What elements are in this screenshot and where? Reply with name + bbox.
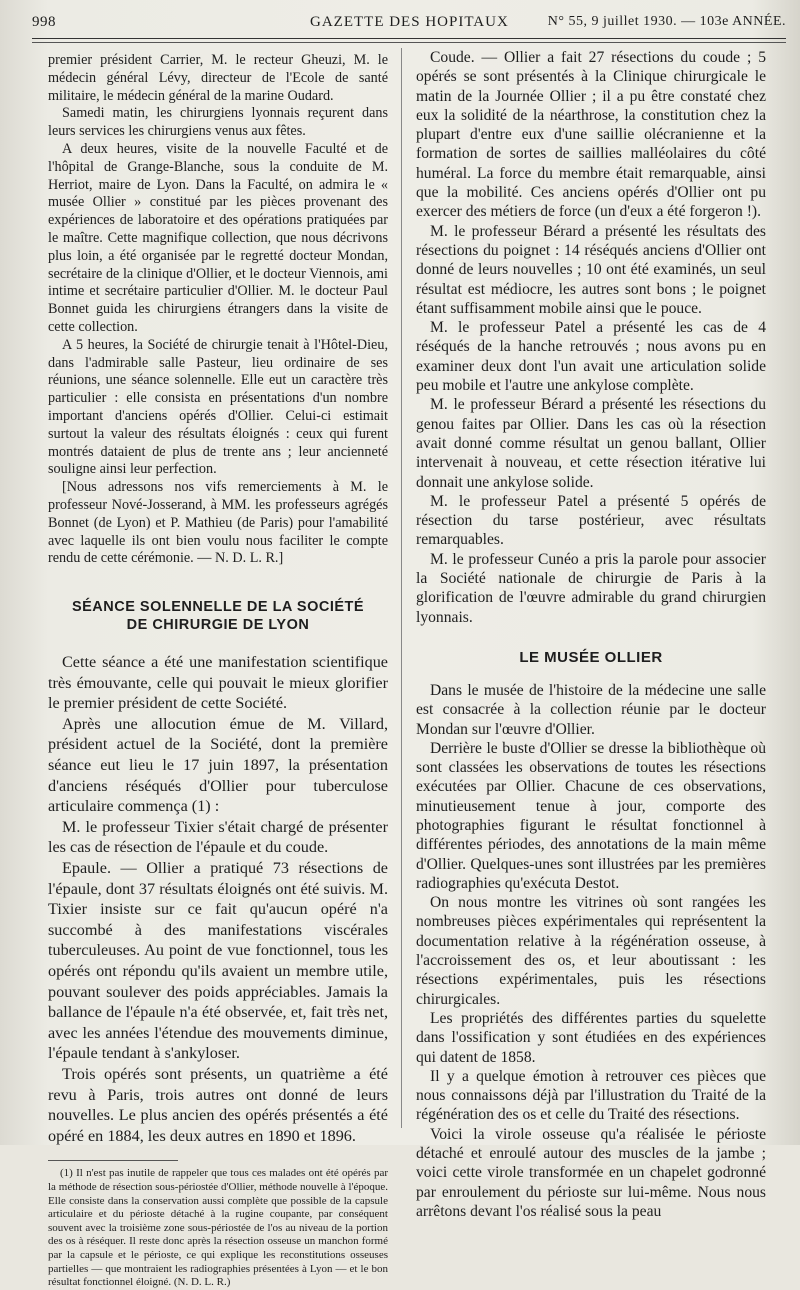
paragraph: M. le professeur Patel a présenté les cas de 4 réséqués de la hanche retrouvés ; nous avons pu en examiner deux dont l'un avait une articulation solide peu mobile et l'autre une ankylose complète. [416, 319, 766, 395]
paragraph: premier président Carrier, M. le recteur Gheuzi, M. le médecin général Lévy, directeur de l'Ecole de santé militaire, le médecin général de la marine Oudard. [48, 52, 388, 104]
footnote: (1) Il n'est pas inutile de rappeler que tous ces malades ont été opérés par la méthode de résection sous-périostée d'Ollier, méthode nouvelle à l'époque. Elle consiste dans la conservation aussi complète que possible de la capsule articulaire et du périoste détaché à la rugine coupante, par conséquent souvent avec la troisième zone sous-périostée de l'os au niveau de la portion des os à réséquer. Il reste donc après la résection osseuse un manchon formé par la capsule et le périoste, ce qui explique les reconstitutions osseuses partielles — que montraient les radiographies présentées à Lyon — et le bon résultat fonctionnel éloigné. (N. D. L. R.) [48, 1167, 388, 1289]
paragraph: Cette séance a été une manifestation scientifique très émouvante, celle qui pouvait le mieux glorifier le premier président de cette Société. [48, 653, 388, 713]
paragraph: Les propriétés des différentes parties du squelette dans l'ossification y sont étudiées en des expériences qui datent de 1858. [416, 1009, 766, 1066]
column-divider [401, 48, 402, 1128]
editor-note: [Nous adressons nos vifs remerciements à M. le professeur Nové-Josserand, à MM. les professeurs agrégés Bonnet (de Lyon) et P. Mathieu (de Paris) pour l'amabilité avec laquelle ils ont bien voulu nous faciliter le compte rendu de cette cérémonie. — N. D. L. R.] [48, 479, 388, 567]
header-rule-thin [32, 42, 786, 43]
paragraph: Coude. — Ollier a fait 27 résections du coude ; 5 opérés se sont présentés à la Clinique chirurgicale le matin de la Journée Ollier ; il a pu être constaté chez eux la solidité de la néarthrose, la constitution chez la plupart d'entre eux d'une saillie olécranienne et la formation de sortes de saillies malléolaires du côté huméral. La force du membre était remarquable, ainsi que la mobilité. Ces anciens opérés d'Ollier ont pu exercer des métiers de force (un d'eux a été forgeron !). [416, 49, 766, 221]
section-heading-musee: LE MUSÉE OLLIER [519, 648, 663, 666]
page-number: 998 [32, 14, 56, 30]
paragraph: Il y a quelque émotion à retrouver ces pièces que nous connaissons déjà par l'illustration du Traité de la régénération des os et celle du Traité des résections. [416, 1067, 766, 1124]
paragraph: Voici la virole osseuse qu'a réalisée le périoste détaché et enroulé autour des muscles de la jambe ; voici cette virole transformée en un chapelet godronné par enroulement du périoste sur lui-même. Nous nous arrêtons devant l'os réalisé sous la peau [416, 1125, 766, 1220]
right-column [416, 48, 766, 1221]
paragraph: M. le professeur Bérard a présenté les résections du genou faites par Ollier. Dans les cas où la résection avait donné comme résultat un genou ballant, Ollier intervenait à nouveau, et cette résection itérative lui donnait une ankylose solide. [416, 396, 766, 491]
section-heading: SÉANCE SOLENNELLE DE LA SOCIÉTÉ [71, 599, 365, 616]
paragraph: Trois opérés sont présents, un quatrième a été revu à Paris, trois autres ont donné de leurs nouvelles. Le plus ancien des opérés présentés a été opéré en 1884, les deux autres en 1890 et 1896. [48, 1064, 388, 1145]
paragraph: M. le professeur Patel a présenté 5 opérés de résection du tarse postérieur, avec résultats remarquables. [416, 492, 766, 549]
footnote-rule [48, 1160, 178, 1161]
paragraph: Samedi matin, les chirurgiens lyonnais reçurent dans leurs services les chirurgiens venus aux fêtes. [48, 105, 388, 140]
section-heading-line2: DE CHIRURGIE DE LYON [126, 617, 310, 634]
paragraph: On nous montre les vitrines où sont rangées les nombreuses pièces expérimentales qui représentent la documentation relative à la régénération osseuse, à l'accroissement des os, et leur aboutissant : les résections expérimentales, puis les résections chirurgicales. [416, 894, 766, 1008]
journal-title: GAZETTE DES HOPITAUX [310, 14, 509, 30]
paragraph: Epaule. — Ollier a pratiqué 73 résections de l'épaule, dont 37 résultats éloignés ont été suivis. M. Tixier insiste sur ce fait qu'aucun opéré n'a succombé à des manifestations viscérales tuberculeuses. Au point de vue fonctionnel, tous les opérés ont répondu qu'ils avaient un membre utile, pouvant soulever des poids appréciables. Jamais la ballance de l'épaule n'a été observée, et, fait très net, avec les années l'étendue des mouvements diminue, l'épaule tendant à s'ankyloser. [48, 859, 388, 1063]
header-rule [32, 38, 786, 39]
paragraph: M. le professeur Bérard a présenté les résultats des résections du poignet : 14 réséqués anciens d'Ollier ont donné de leurs nouvelles ; 10 ont été examinés, un seul résultat est médiocre, les autres sont bons ; le poignet étant suffisamment mobile ainsi que le pouce. [416, 222, 766, 317]
paragraph: Après une allocution émue de M. Villard, président actuel de la Société, dont la première séance eut lieu le 17 juin 1897, la présentation d'anciens réséqués d'Ollier pour tuberculose articulaire commença (1) : [48, 714, 388, 816]
paragraph: A 5 heures, la Société de chirurgie tenait à l'Hôtel-Dieu, dans l'admirable salle Pasteur, lieu ordinaire de ses réunions, une séance solennelle. Elle eut un caractère très particulier : elle consista en présentations d'un nombre important d'anciens opérés d'Ollier. Celui-ci estimait surtout la valeur des résultats éloignés : ceux qui furent montrés dataient de plus de trente ans ; leur ancienneté souligne ainsi leur perfection. [48, 336, 388, 478]
paragraph: Dans le musée de l'histoire de la médecine une salle est consacrée à la collection réunie par le docteur Mondan sur l'œuvre d'Ollier. [416, 681, 766, 738]
paragraph: M. le professeur Cunéo a pris la parole pour associer la Société nationale de chirurgie de Paris à la glorification de l'œuvre admirable du grand chirurgien lyonnais. [416, 550, 766, 626]
paragraph: Derrière le buste d'Ollier se dresse la bibliothèque où sont classées les observations de toutes les résections exécutées par Ollier. Chacune de ces observations, minutieusement tenue à jour, comporte des photographies figurant le résultat fonctionnel à différentes périodes, des annotations de la main même d'Ollier. Quelques-unes sont illustrées par les premières radiographies qu'exécuta Destot. [416, 739, 766, 892]
issue-info: N° 55, 9 juillet 1930. — 103e ANNÉE. [547, 14, 786, 29]
paragraph: A deux heures, visite de la nouvelle Faculté et de l'hôpital de Grange-Blanche, sous la conduite de M. Herriot, maire de Lyon. Dans la Faculté, on admira le « musée Ollier » constitué par les pièces provenant des expériences de laboratoire et des opérations pratiquées par le maître. Cette magnifique collection, que nous décrivons plus loin, a été organisée par le regretté docteur Mondan, secrétaire de la clinique d'Ollier, et le docteur Viennois, ami intime et secrétaire particulier d'Ollier. M. le docteur Paul Bonnet guida les chirurgiens étrangers dans la visite de cette collection. [48, 140, 388, 335]
left-column [48, 52, 388, 1290]
paragraph: M. le professeur Tixier s'était chargé de présenter les cas de résection de l'épaule et du coude. [48, 817, 388, 857]
